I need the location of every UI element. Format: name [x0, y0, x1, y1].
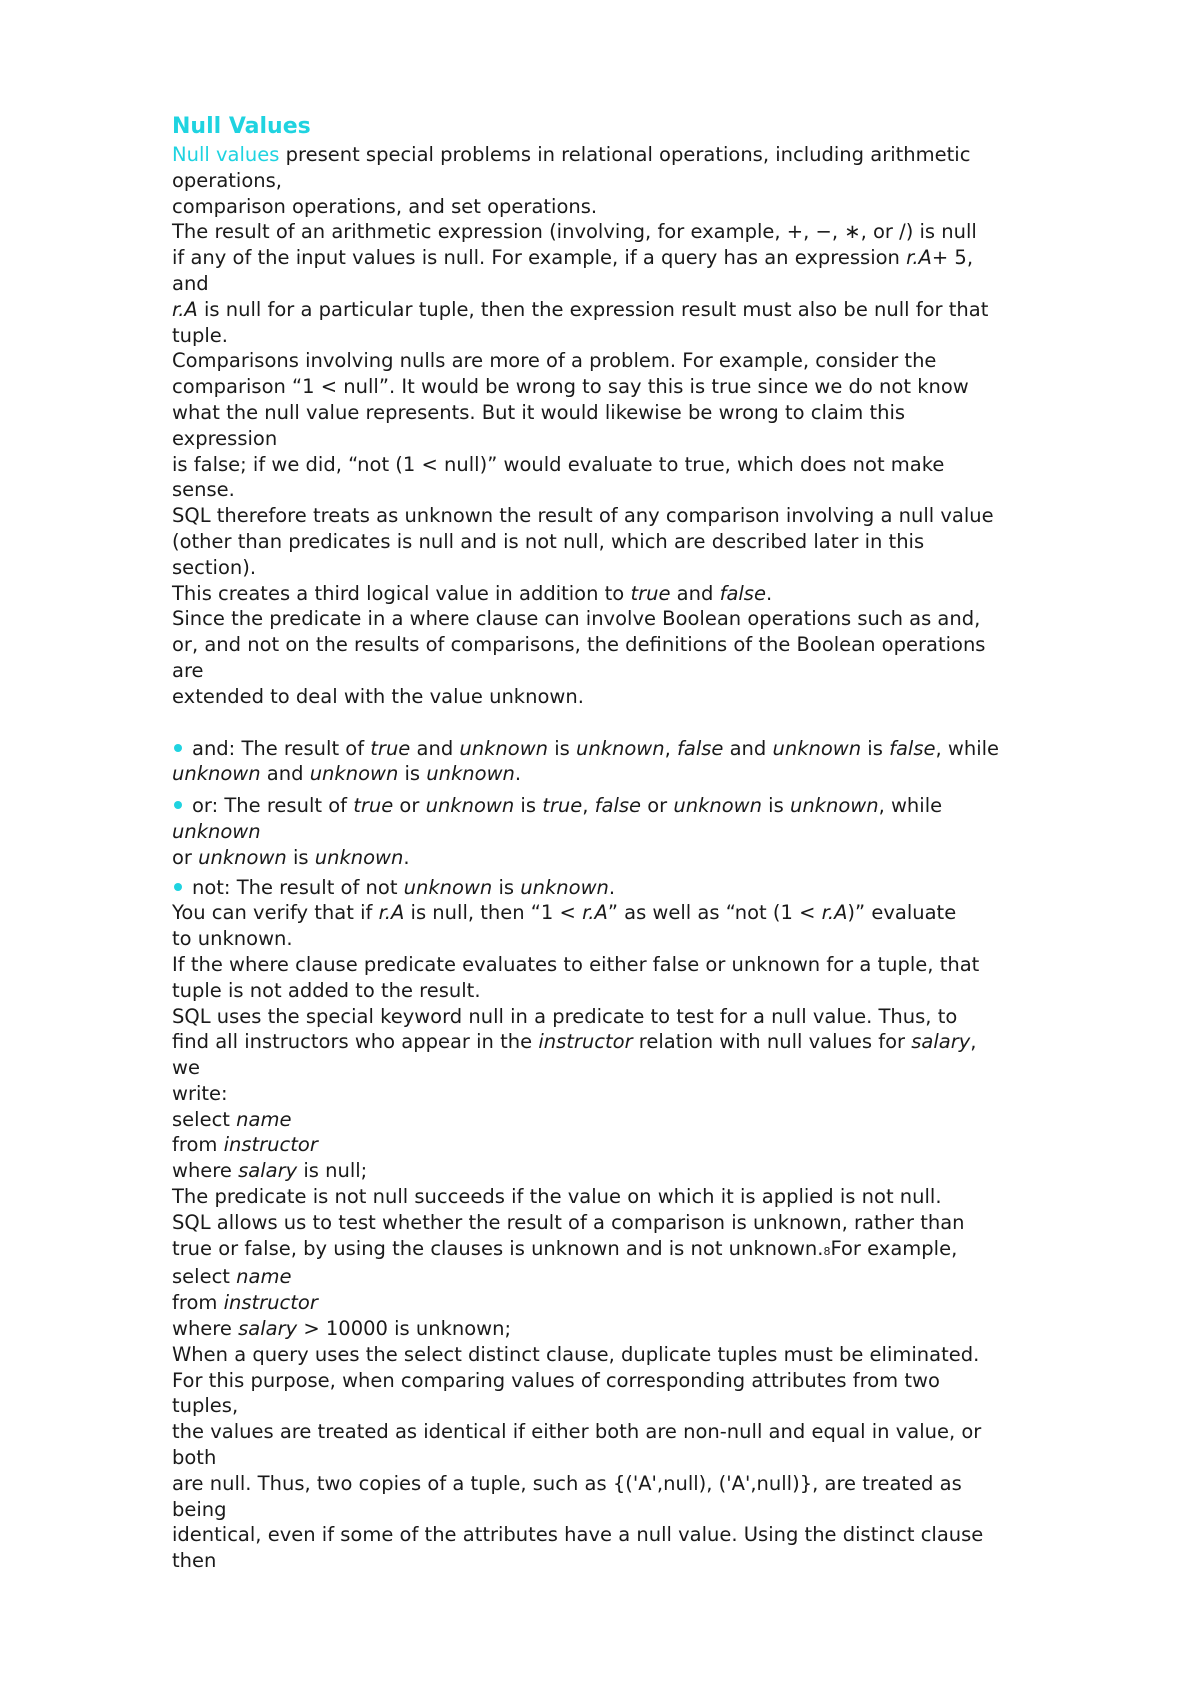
paragraph-line: to unknown. — [172, 927, 293, 951]
paragraph-line: When a query uses the select distinct clause, duplicate tuples must be eliminated. — [172, 1342, 980, 1366]
query1-where: where salary is null; — [172, 1159, 368, 1183]
paragraph-line: is false; if we did, “not (1 < null)” would evaluate to true, which does not make — [172, 452, 945, 476]
paragraph-line: comparison “1 < null”. It would be wrong to say this is true since we do not know — [172, 375, 969, 399]
paragraph-line: extended to deal with the value unknown. — [172, 684, 584, 708]
paragraph-line: Since the predicate in a where clause can involve Boolean operations such as and, — [172, 607, 981, 631]
paragraph-line: If the where clause predicate evaluates to either false or unknown for a tuple, that — [172, 952, 980, 976]
paragraph-line: write: — [172, 1081, 228, 1105]
paragraph-line: section). — [172, 555, 257, 579]
paragraph-line: Comparisons involving nulls are more of a problem. For example, consider the — [172, 349, 937, 373]
paragraph-line: identical, even if some of the attributes have a null value. Using the distinct clause — [172, 1523, 984, 1547]
paragraph-line: both — [172, 1446, 217, 1470]
paragraph-line: and — [172, 271, 209, 295]
intro-line: Null values present special problems in relational operations, including arithmetic — [172, 143, 971, 166]
bullet-or-cont: unknown — [172, 819, 261, 843]
paragraph-line: then — [172, 1549, 217, 1573]
paragraph-line: You can verify that if r.A is null, then “1 < r.A” as well as “not (1 < r.A)” evaluate — [172, 901, 957, 925]
paragraph-line: or, and not on the results of comparisons, the definitions of the Boolean operations — [172, 633, 986, 657]
query2-select: select name — [172, 1265, 292, 1289]
paragraph-line: tuple. — [172, 323, 228, 347]
paragraph-line: operations, — [172, 168, 282, 192]
paragraph-line: are — [172, 658, 204, 682]
paragraph-line: expression — [172, 426, 278, 450]
query1-select: select name — [172, 1107, 292, 1131]
bullet-and: and: The result of true and unknown is unknown, false and unknown is false, while — [172, 736, 1112, 762]
paragraph-line: find all instructors who appear in the instructor relation with null values for salary, — [172, 1030, 977, 1054]
bullet-dot-icon — [174, 744, 182, 752]
paragraph-line: tuple is not added to the result. — [172, 978, 481, 1002]
bullet-not: not: The result of not unknown is unknown. — [172, 875, 1112, 901]
paragraph-line: being — [172, 1497, 227, 1521]
query2-from: from instructor — [172, 1291, 318, 1315]
bullet-dot-icon — [174, 883, 182, 891]
paragraph-line: if any of the input values is null. For example, if a query has an expression r.A+ 5, — [172, 246, 974, 270]
bullet-or-cont: or unknown is unknown. — [172, 845, 410, 869]
paragraph-line: we — [172, 1056, 200, 1080]
paragraph-line: sense. — [172, 478, 235, 502]
bullet-and-cont: unknown and unknown is unknown. — [172, 762, 522, 786]
null-values-term: Null values — [172, 143, 280, 166]
bullet-or: or: The result of true or unknown is true, false or unknown is unknown, while — [172, 793, 1112, 819]
spacer — [172, 710, 1112, 736]
section-title: Null Values — [172, 114, 311, 139]
paragraph-line: For this purpose, when comparing values of corresponding attributes from two — [172, 1368, 940, 1392]
paragraph-line: SQL uses the special keyword null in a predicate to test for a null value. Thus, to — [172, 1004, 958, 1028]
paragraph-line: r.A is null for a particular tuple, then the expression result must also be null for that — [172, 297, 989, 321]
paragraph-line: comparison operations, and set operations. — [172, 194, 598, 218]
paragraph-line: This creates a third logical value in addition to true and false. — [172, 581, 773, 605]
paragraph-line: The predicate is not null succeeds if the value on which it is applied is not null. — [172, 1185, 942, 1209]
footnote-marker: 8 — [823, 1244, 831, 1258]
paragraph-line: (other than predicates is null and is not null, which are described later in this — [172, 529, 925, 553]
paragraph-line: true or false, by using the clauses is unknown and is not unknown.8For example, — [172, 1236, 958, 1260]
paragraph-line: are null. Thus, two copies of a tuple, such as {('A',null), ('A',null)}, are treated as — [172, 1471, 962, 1495]
paragraph-line: tuples, — [172, 1394, 239, 1418]
bullet-dot-icon — [174, 801, 182, 809]
paragraph-line: SQL therefore treats as unknown the result of any comparison involving a null value — [172, 504, 994, 528]
query2-where: where salary > 10000 is unknown; — [172, 1317, 512, 1341]
paragraph-line: SQL allows us to test whether the result of a comparison is unknown, rather than — [172, 1210, 965, 1234]
paragraph-line: what the null value represents. But it would likewise be wrong to claim this — [172, 400, 906, 424]
paragraph-line: the values are treated as identical if either both are non-null and equal in value, or — [172, 1420, 982, 1444]
paragraph-line: The result of an arithmetic expression (involving, for example, +, −, ∗, or /) is null — [172, 220, 977, 244]
query1-from: from instructor — [172, 1133, 318, 1157]
